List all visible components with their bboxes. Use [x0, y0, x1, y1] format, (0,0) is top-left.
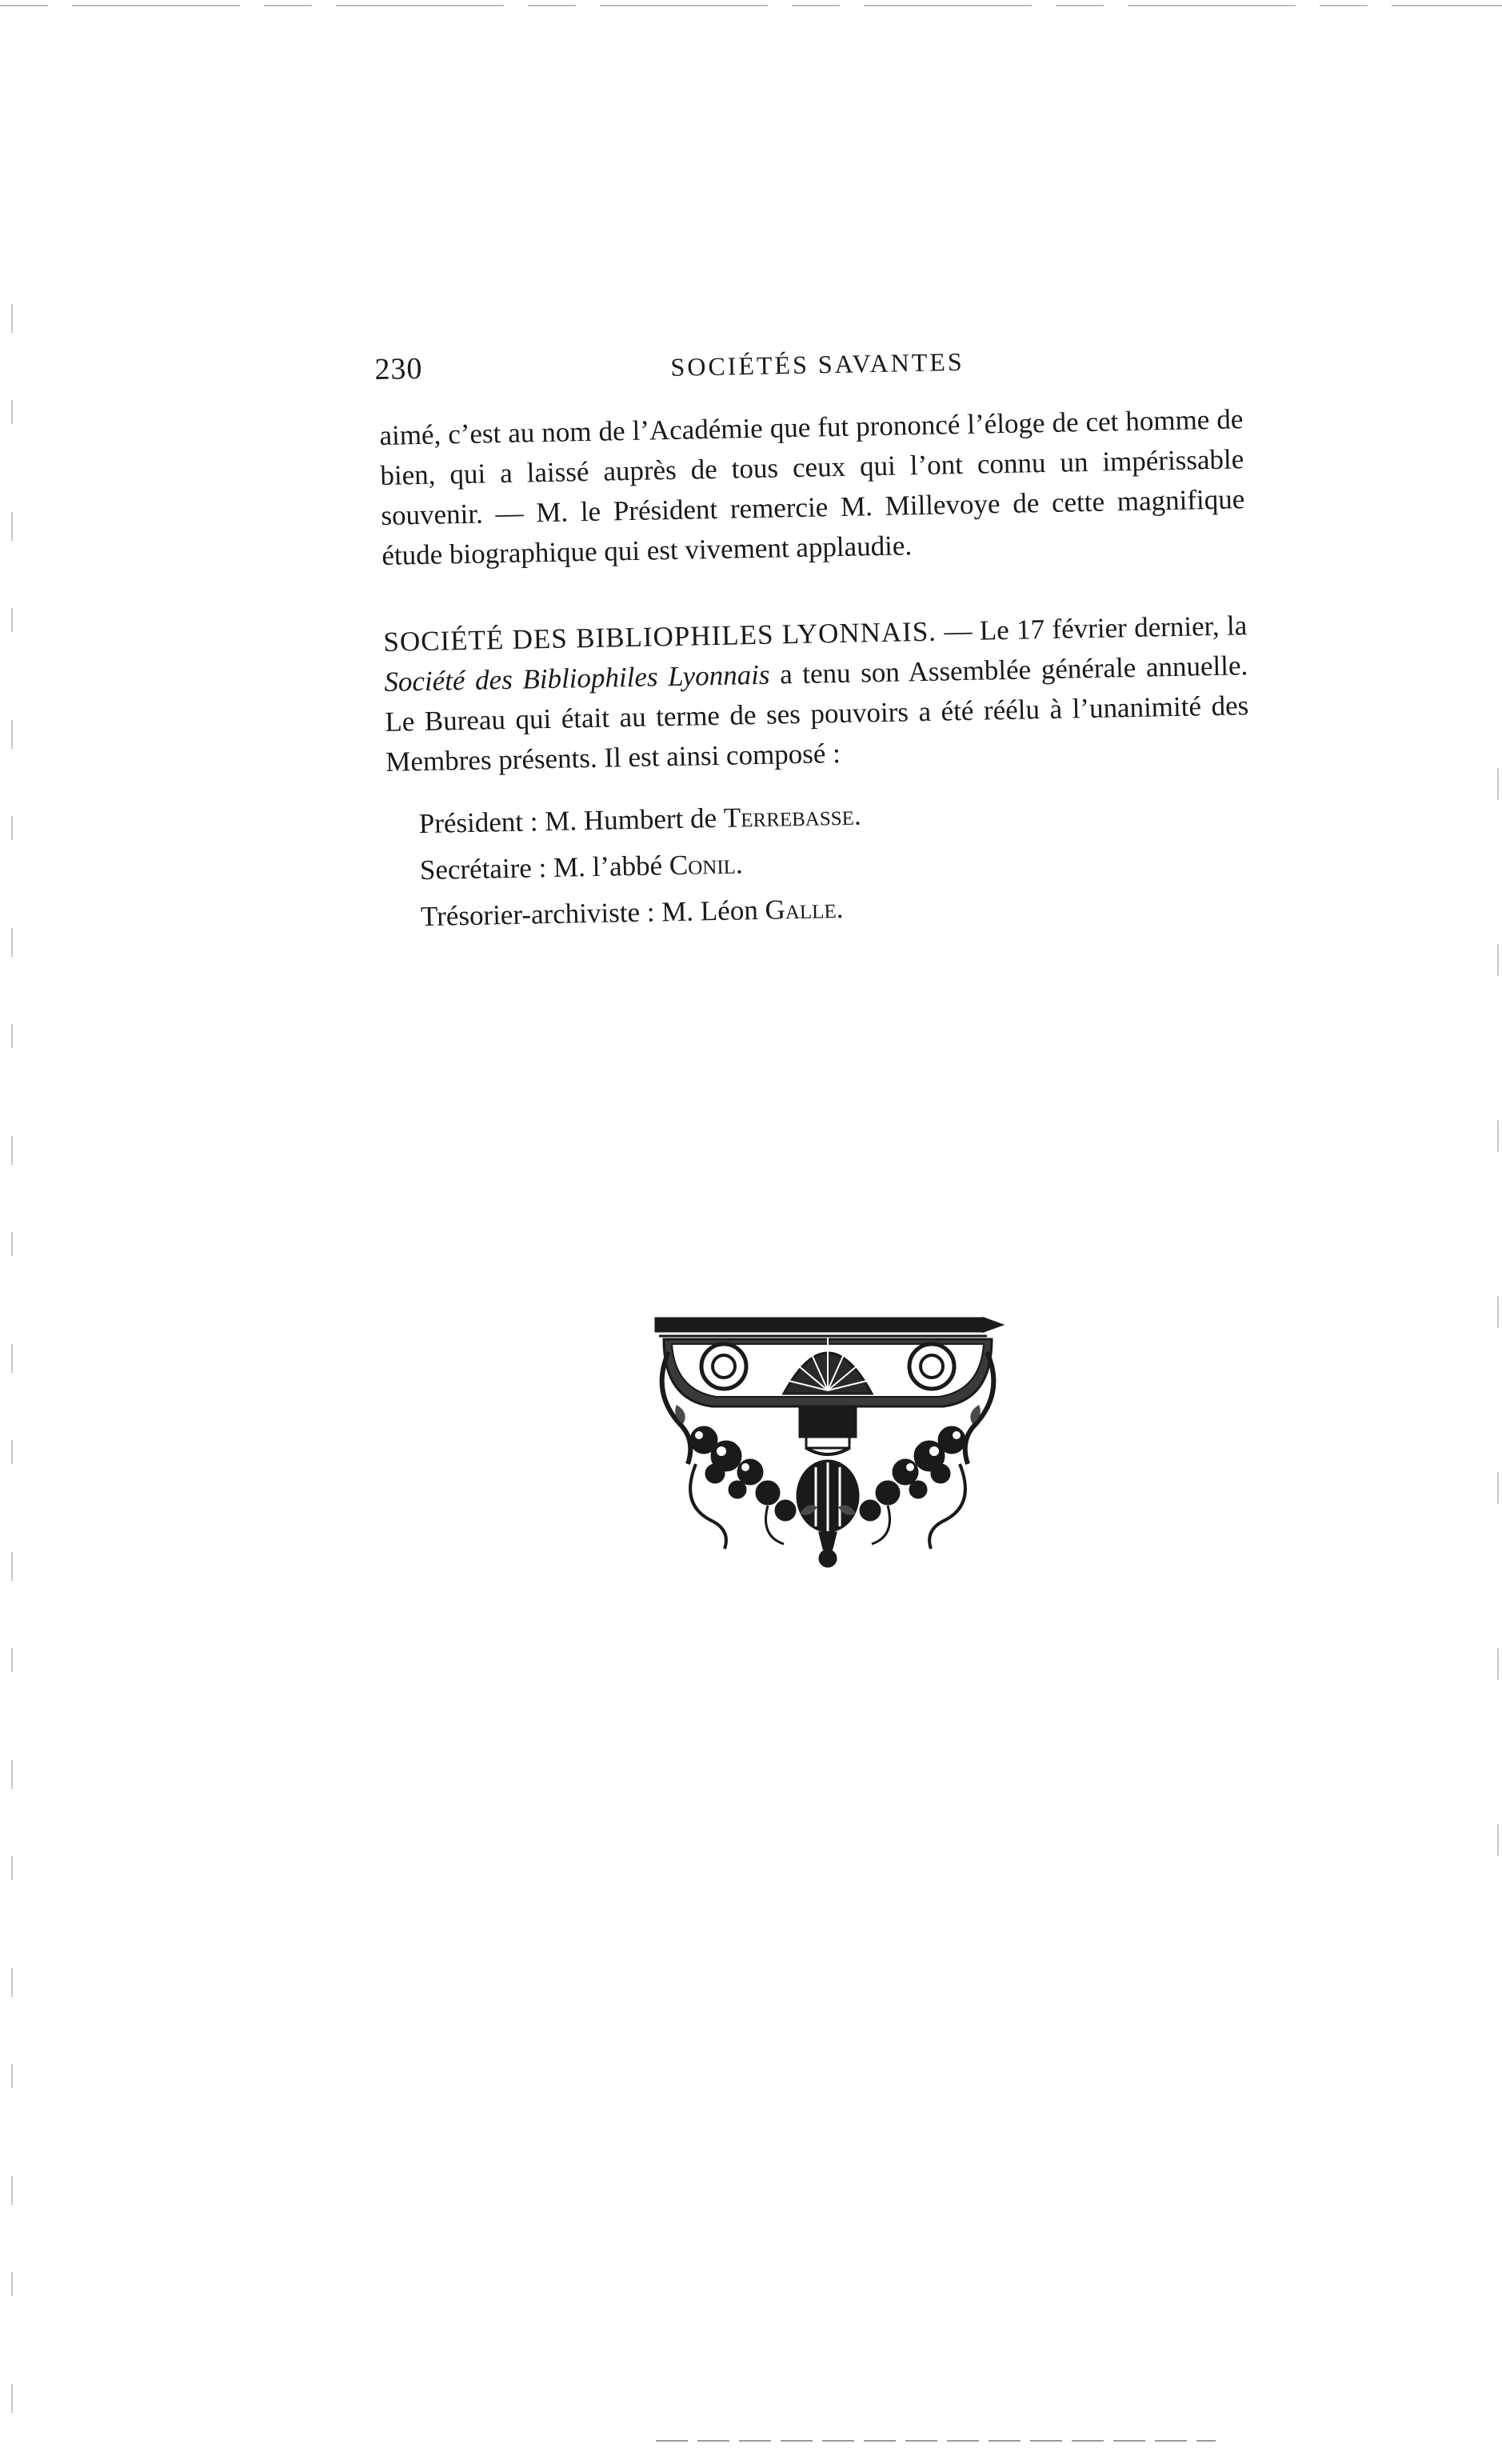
page-number: 230 — [374, 351, 423, 386]
member-label: Secrétaire : M. l’abbé — [419, 850, 670, 886]
section-paragraph — [383, 606, 1250, 782]
running-head — [374, 333, 1271, 398]
member-end: . — [853, 799, 861, 831]
member-surname: Terrebasse — [723, 799, 855, 834]
continued-paragraph: aimé, c’est au nom de l’Académie que fut prononcé l’éloge de cet homme de bien, qui a laissé auprès de tous ceux qui l’ont connu un impérissable souvenir. — M. le Président remercie M. Millevoye de cette magnifique étude biographique qui est vivement applaudie. — [379, 403, 1245, 571]
scan-edge-right — [1497, 768, 1499, 1968]
member-label: Président : M. Humbert de — [418, 802, 725, 840]
bibliophiles-section — [383, 606, 1252, 941]
member-surname: Conil — [669, 848, 737, 882]
society-name-italic: Société des Bibliophiles Lyonnais — [384, 658, 770, 698]
scan-edge-bottom — [656, 2440, 1216, 2442]
scan-edge-left — [11, 304, 13, 2416]
tailpiece-console-garland-icon — [648, 1304, 1008, 1576]
scan-edge-top — [0, 5, 1502, 6]
text-block — [379, 399, 1252, 941]
bureau-members-list — [386, 785, 1252, 941]
member-end: . — [735, 848, 743, 880]
member-surname: Galle — [765, 893, 837, 926]
member-label: Trésorier-archiviste : M. Léon — [420, 894, 765, 933]
running-head-title: SOCIÉTÉS SAVANTES — [670, 346, 965, 382]
member-end: . — [836, 892, 844, 925]
section-intro-start: — Le 17 février dernier, la — [936, 610, 1248, 647]
section-intro-end: a tenu son Assemblée générale annuelle. Le Bureau qui était au terme de ses pouvoirs a été réélu à l’unanimité des Membres présents. Il est ainsi composé : — [384, 650, 1249, 778]
section-title: SOCIÉTÉ DES BIBLIOPHILES LYONNAIS. — [383, 615, 937, 658]
